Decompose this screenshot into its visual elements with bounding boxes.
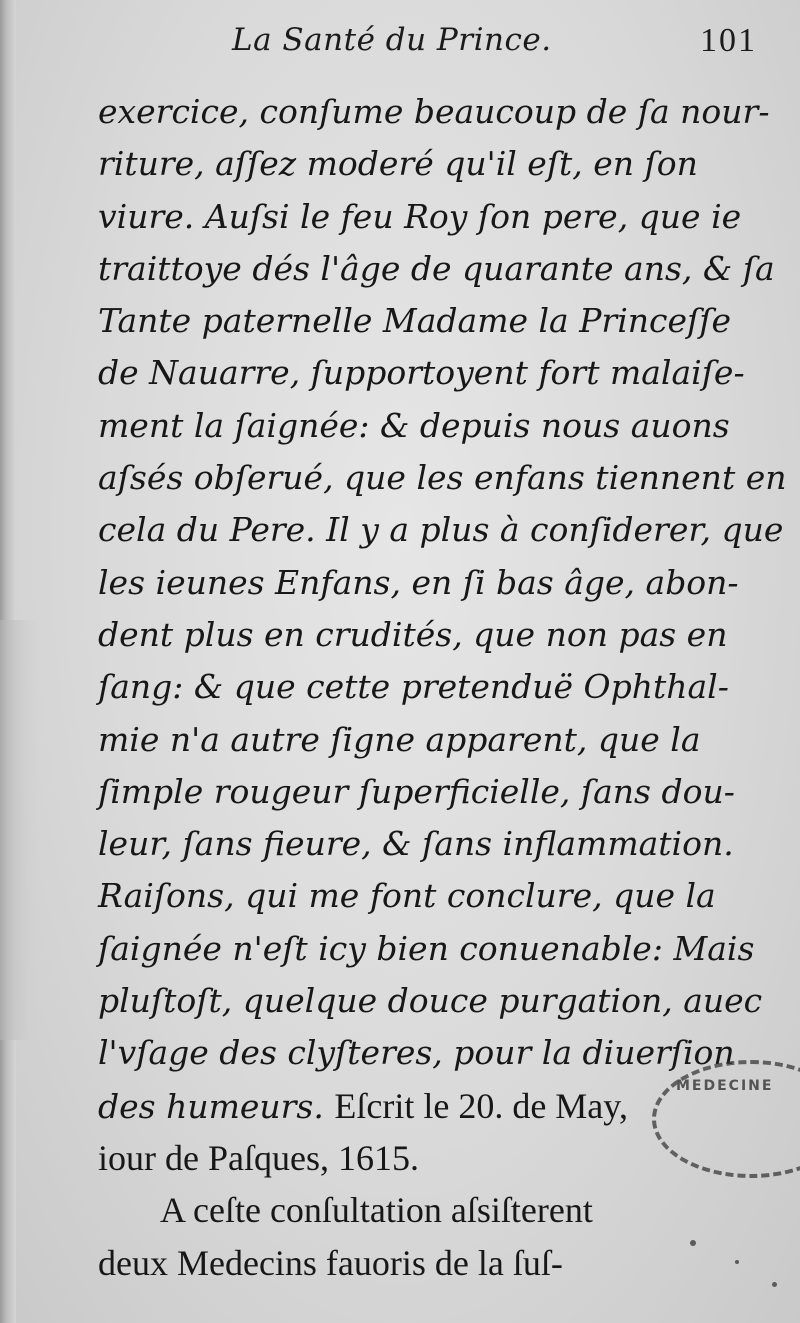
ink-speck <box>772 1282 777 1287</box>
text-line: riture, aſſez moderé qu'il eſt, en ſon <box>98 144 698 184</box>
ink-speck <box>735 1260 739 1264</box>
text-line: traittoye dés l'âge de quarante ans, & ſa <box>98 248 775 288</box>
text-fragment-roman: Eſcrit le 20. de May, <box>334 1085 628 1126</box>
text-line: les ieunes Enfans, en ſi bas âge, abon- <box>98 562 739 602</box>
running-head <box>0 22 800 74</box>
text-line: Raiſons, qui me font conclure, que la <box>98 876 716 916</box>
text-line: mie n'a autre ſigne apparent, que la <box>98 719 701 759</box>
text-line: l'vſage des clyſteres, pour la diuerſion <box>98 1033 735 1073</box>
running-title: La Santé du Prince. <box>232 22 552 58</box>
text-line: dent plus en crudités, que non pas en <box>98 614 728 654</box>
text-line: aſsés obſerué, que les enfans tiennent en <box>98 458 787 498</box>
text-fragment-italic: des humeurs. <box>98 1086 324 1126</box>
page-number: 101 <box>700 22 757 59</box>
text-line: A ceſte conſultation aſsiſterent <box>160 1190 593 1231</box>
ink-speck <box>690 1240 696 1246</box>
text-line: ſimple rougeur ſuperficielle, ſans dou- <box>98 771 735 811</box>
text-line: deux Medecins fauoris de la ſuſ- <box>98 1242 563 1283</box>
text-line: de Nauarre, ſupportoyent fort malaiſe- <box>98 353 745 393</box>
text-line: iour de Paſques, 1615. <box>98 1137 419 1178</box>
text-line: exercice, conſume beaucoup de ſa nour- <box>98 92 770 131</box>
text-line: ſaignée n'eſt icy bien conuenable: Mais <box>98 928 755 968</box>
text-line: cela du Pere. Il y a plus à conſiderer, que <box>98 510 784 550</box>
text-line: leur, ſans fieure, & ſans inflammation. <box>98 824 734 864</box>
text-line: ſang: & que cette pretenduë Ophthal- <box>98 667 729 707</box>
stamp-text: MEDECINE <box>676 1078 774 1094</box>
text-line: ment la ſaignée: & depuis nous auons <box>98 405 730 445</box>
text-line: pluſtoſt, quelque douce purgation, auec <box>98 981 763 1021</box>
paper-damage <box>0 620 40 1040</box>
text-line: Tante paternelle Madame la Princeſſe <box>98 301 731 341</box>
text-line: viure. Auſsi le feu Roy ſon pere, que ie <box>98 196 742 236</box>
